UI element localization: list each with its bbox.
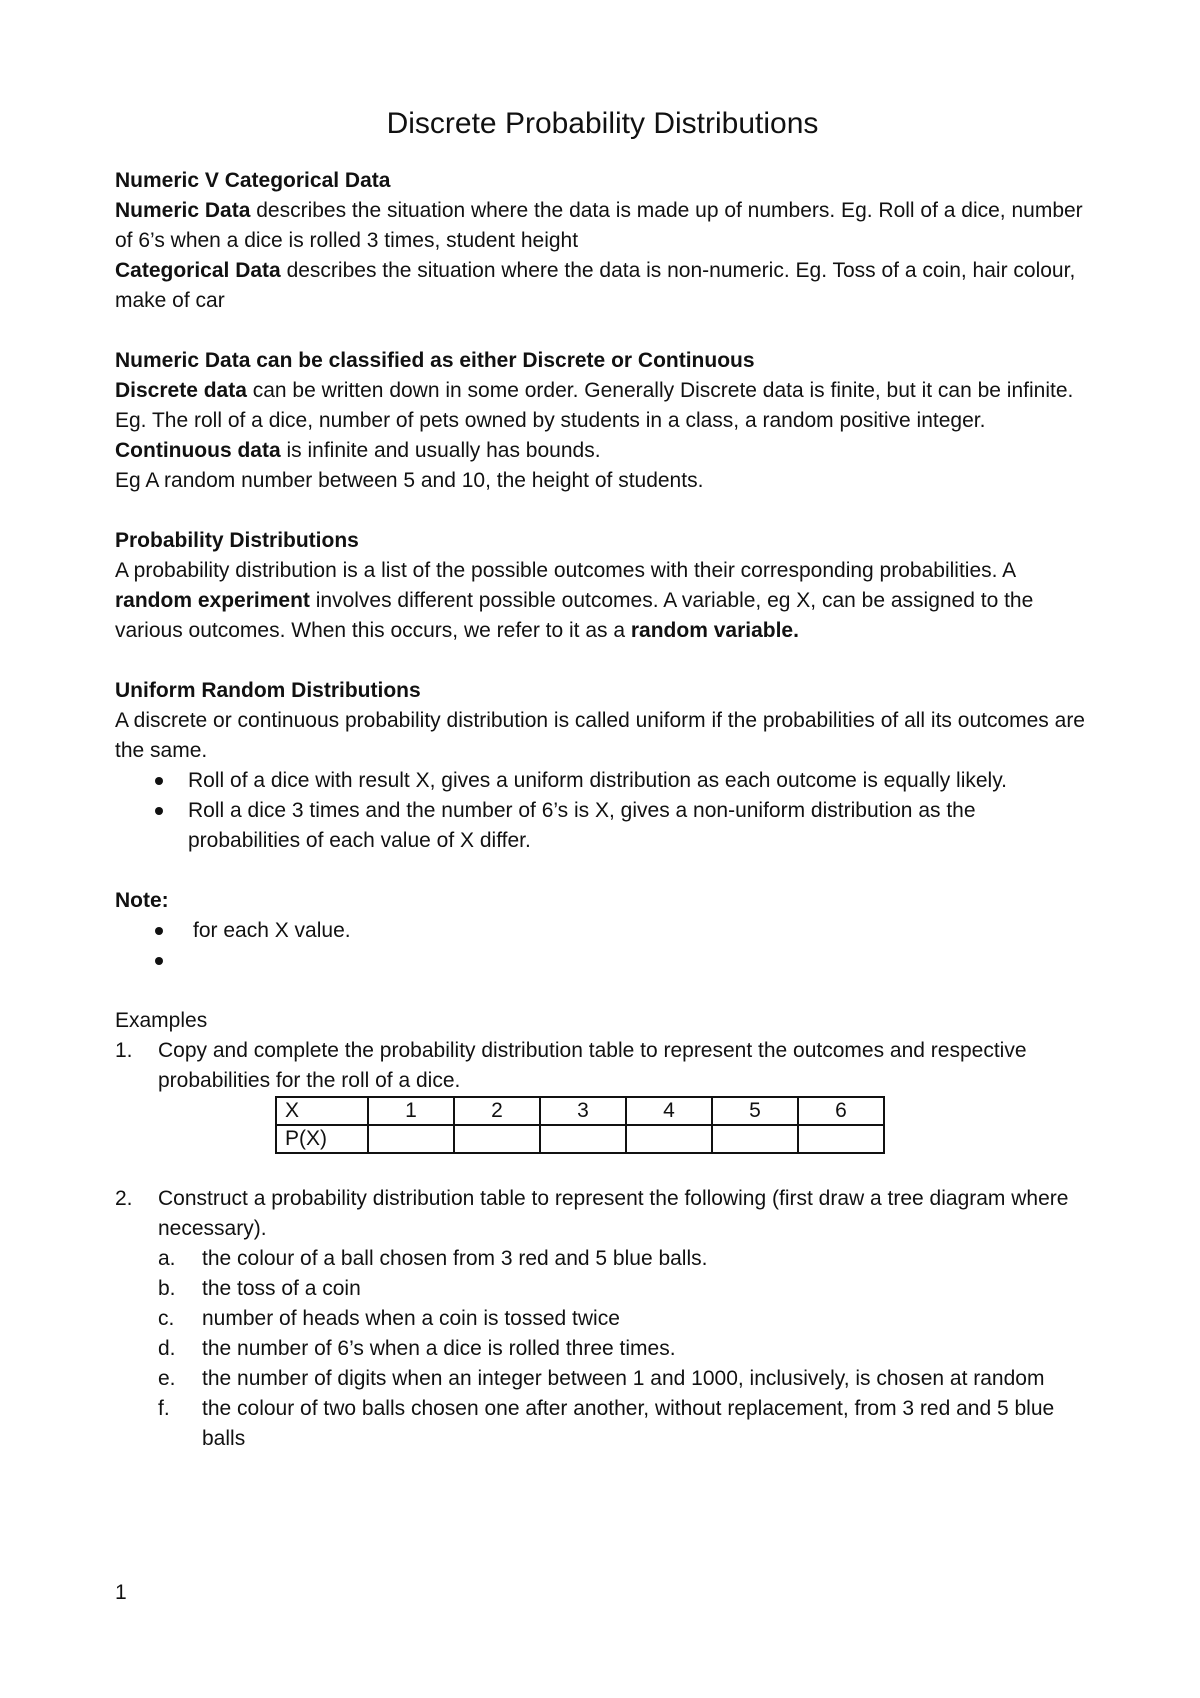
sub-item-text: the number of 6’s when a dice is rolled three times.: [202, 1337, 676, 1360]
section-heading: Uniform Random Distributions: [115, 679, 421, 702]
item-number: 1.: [115, 1039, 133, 1062]
section-discrete-vs-continuous: [115, 346, 1090, 496]
note-list: [115, 916, 1090, 976]
list-item: Roll a dice 3 times and the number of 6’s is X, gives a non-uniform distribution as the probabilities of each value of X differ.: [115, 796, 1090, 856]
table-header-cell: 4: [626, 1097, 712, 1125]
sub-item-label: b.: [158, 1277, 176, 1300]
continuous-data-example: Eg A random number between 5 and 10, the height of students.: [115, 469, 704, 492]
table-cell: [454, 1125, 540, 1153]
item-text: Copy and complete the probability distribution table to represent the outcomes and respective probabilities for the roll of a dice.: [158, 1039, 1027, 1092]
discrete-data-term: Discrete data: [115, 379, 247, 402]
page-content: [115, 104, 1090, 1454]
list-item: [115, 1036, 1090, 1096]
sub-item-label: c.: [158, 1307, 175, 1330]
random-variable-term: random variable.: [630, 619, 799, 642]
sub-item-text: the colour of two balls chosen one after another, without replacement, from 3 red and 5 blue balls: [202, 1397, 1055, 1450]
section-heading: Numeric Data can be classified as either Discrete or Continuous: [115, 349, 755, 372]
section-note: [115, 886, 1090, 976]
numeric-data-paragraph: Numeric Data describes the situation where the data is made up of numbers. Eg. Roll of a dice, number of 6’s when a dice is rolled 3 times, student height: [115, 199, 1083, 252]
table-row: [276, 1125, 884, 1153]
section-examples: [115, 1006, 1090, 1454]
sub-item: [158, 1394, 1090, 1454]
table-header-cell: 6: [798, 1097, 884, 1125]
list-item: [115, 946, 1090, 976]
table-cell: [798, 1125, 884, 1153]
continuous-data-paragraph: Continuous data is infinite and usually has bounds.: [115, 439, 601, 462]
table-header-cell: 2: [454, 1097, 540, 1125]
examples-list: [115, 1036, 1090, 1096]
sub-item: [158, 1274, 1090, 1304]
random-experiment-term: random experiment: [115, 589, 310, 612]
sub-item-label: a.: [158, 1247, 176, 1270]
sub-item-label: d.: [158, 1337, 176, 1360]
sub-item-text: the number of digits when an integer between 1 and 1000, inclusively, is chosen at random: [202, 1367, 1045, 1390]
section-heading: Probability Distributions: [115, 529, 359, 552]
item-text: Construct a probability distribution table to represent the following (first draw a tree diagram where necessary).: [158, 1187, 1069, 1240]
probability-distribution-paragraph: A probability distribution is a list of the possible outcomes with their corresponding probabilities. A random experiment involves different possible outcomes. A variable, eg X, can be assigned to the various outcomes. When this occurs, we refer to it as a random variable.: [115, 559, 1034, 642]
section-heading: Numeric V Categorical Data: [115, 169, 391, 192]
categorical-data-paragraph: Categorical Data describes the situation where the data is non-numeric. Eg. Toss of a coin, hair colour, make of car: [115, 259, 1076, 312]
examples-heading: Examples: [115, 1009, 208, 1032]
table-header-cell: X: [276, 1097, 368, 1125]
table-cell: [540, 1125, 626, 1153]
section-probability-distributions: [115, 526, 1090, 646]
section-heading: Note:: [115, 889, 169, 912]
probability-table: [275, 1096, 885, 1154]
list-item: [115, 1184, 1090, 1454]
continuous-data-term: Continuous data: [115, 439, 281, 462]
section-numeric-vs-categorical: [115, 166, 1090, 316]
examples-list: [115, 1184, 1090, 1454]
sub-item: [158, 1304, 1090, 1334]
section-uniform-distributions: [115, 676, 1090, 856]
table-cell: [712, 1125, 798, 1153]
page-title: Discrete Probability Distributions: [386, 107, 819, 140]
sub-item-text: the toss of a coin: [202, 1277, 361, 1300]
table-header-cell: 1: [368, 1097, 454, 1125]
sub-item-label: f.: [158, 1397, 170, 1420]
numeric-data-term: Numeric Data: [115, 199, 251, 222]
table-row: [276, 1097, 884, 1125]
sub-item-text: the colour of a ball chosen from 3 red and 5 blue balls.: [202, 1247, 708, 1270]
table-header-cell: 5: [712, 1097, 798, 1125]
sub-item: [158, 1364, 1090, 1394]
sub-item: [158, 1244, 1090, 1274]
sub-item-label: e.: [158, 1367, 176, 1390]
categorical-data-term: Categorical Data: [115, 259, 281, 282]
spacer: [115, 1154, 1090, 1184]
list-item: Roll of a dice with result X, gives a uniform distribution as each outcome is equally likely.: [115, 766, 1090, 796]
uniform-examples-list: [115, 766, 1090, 856]
item-number: 2.: [115, 1187, 133, 1210]
sub-item-text: number of heads when a coin is tossed twice: [202, 1307, 620, 1330]
sub-items-list: [158, 1244, 1090, 1454]
table-header-cell: 3: [540, 1097, 626, 1125]
sub-item: [158, 1334, 1090, 1364]
uniform-definition: A discrete or continuous probability distribution is called uniform if the probabilities of all its outcomes are the same.: [115, 709, 1085, 762]
list-item: for each X value.: [115, 916, 1090, 946]
page-number: 1: [115, 1581, 127, 1604]
table-row-label: P(X): [276, 1125, 368, 1153]
table-cell: [368, 1125, 454, 1153]
discrete-data-paragraph: Discrete data can be written down in some order. Generally Discrete data is finite, but it can be infinite. Eg. The roll of a dice, number of pets owned by students in a class, a random positive integer.: [115, 379, 1074, 432]
table-cell: [626, 1125, 712, 1153]
